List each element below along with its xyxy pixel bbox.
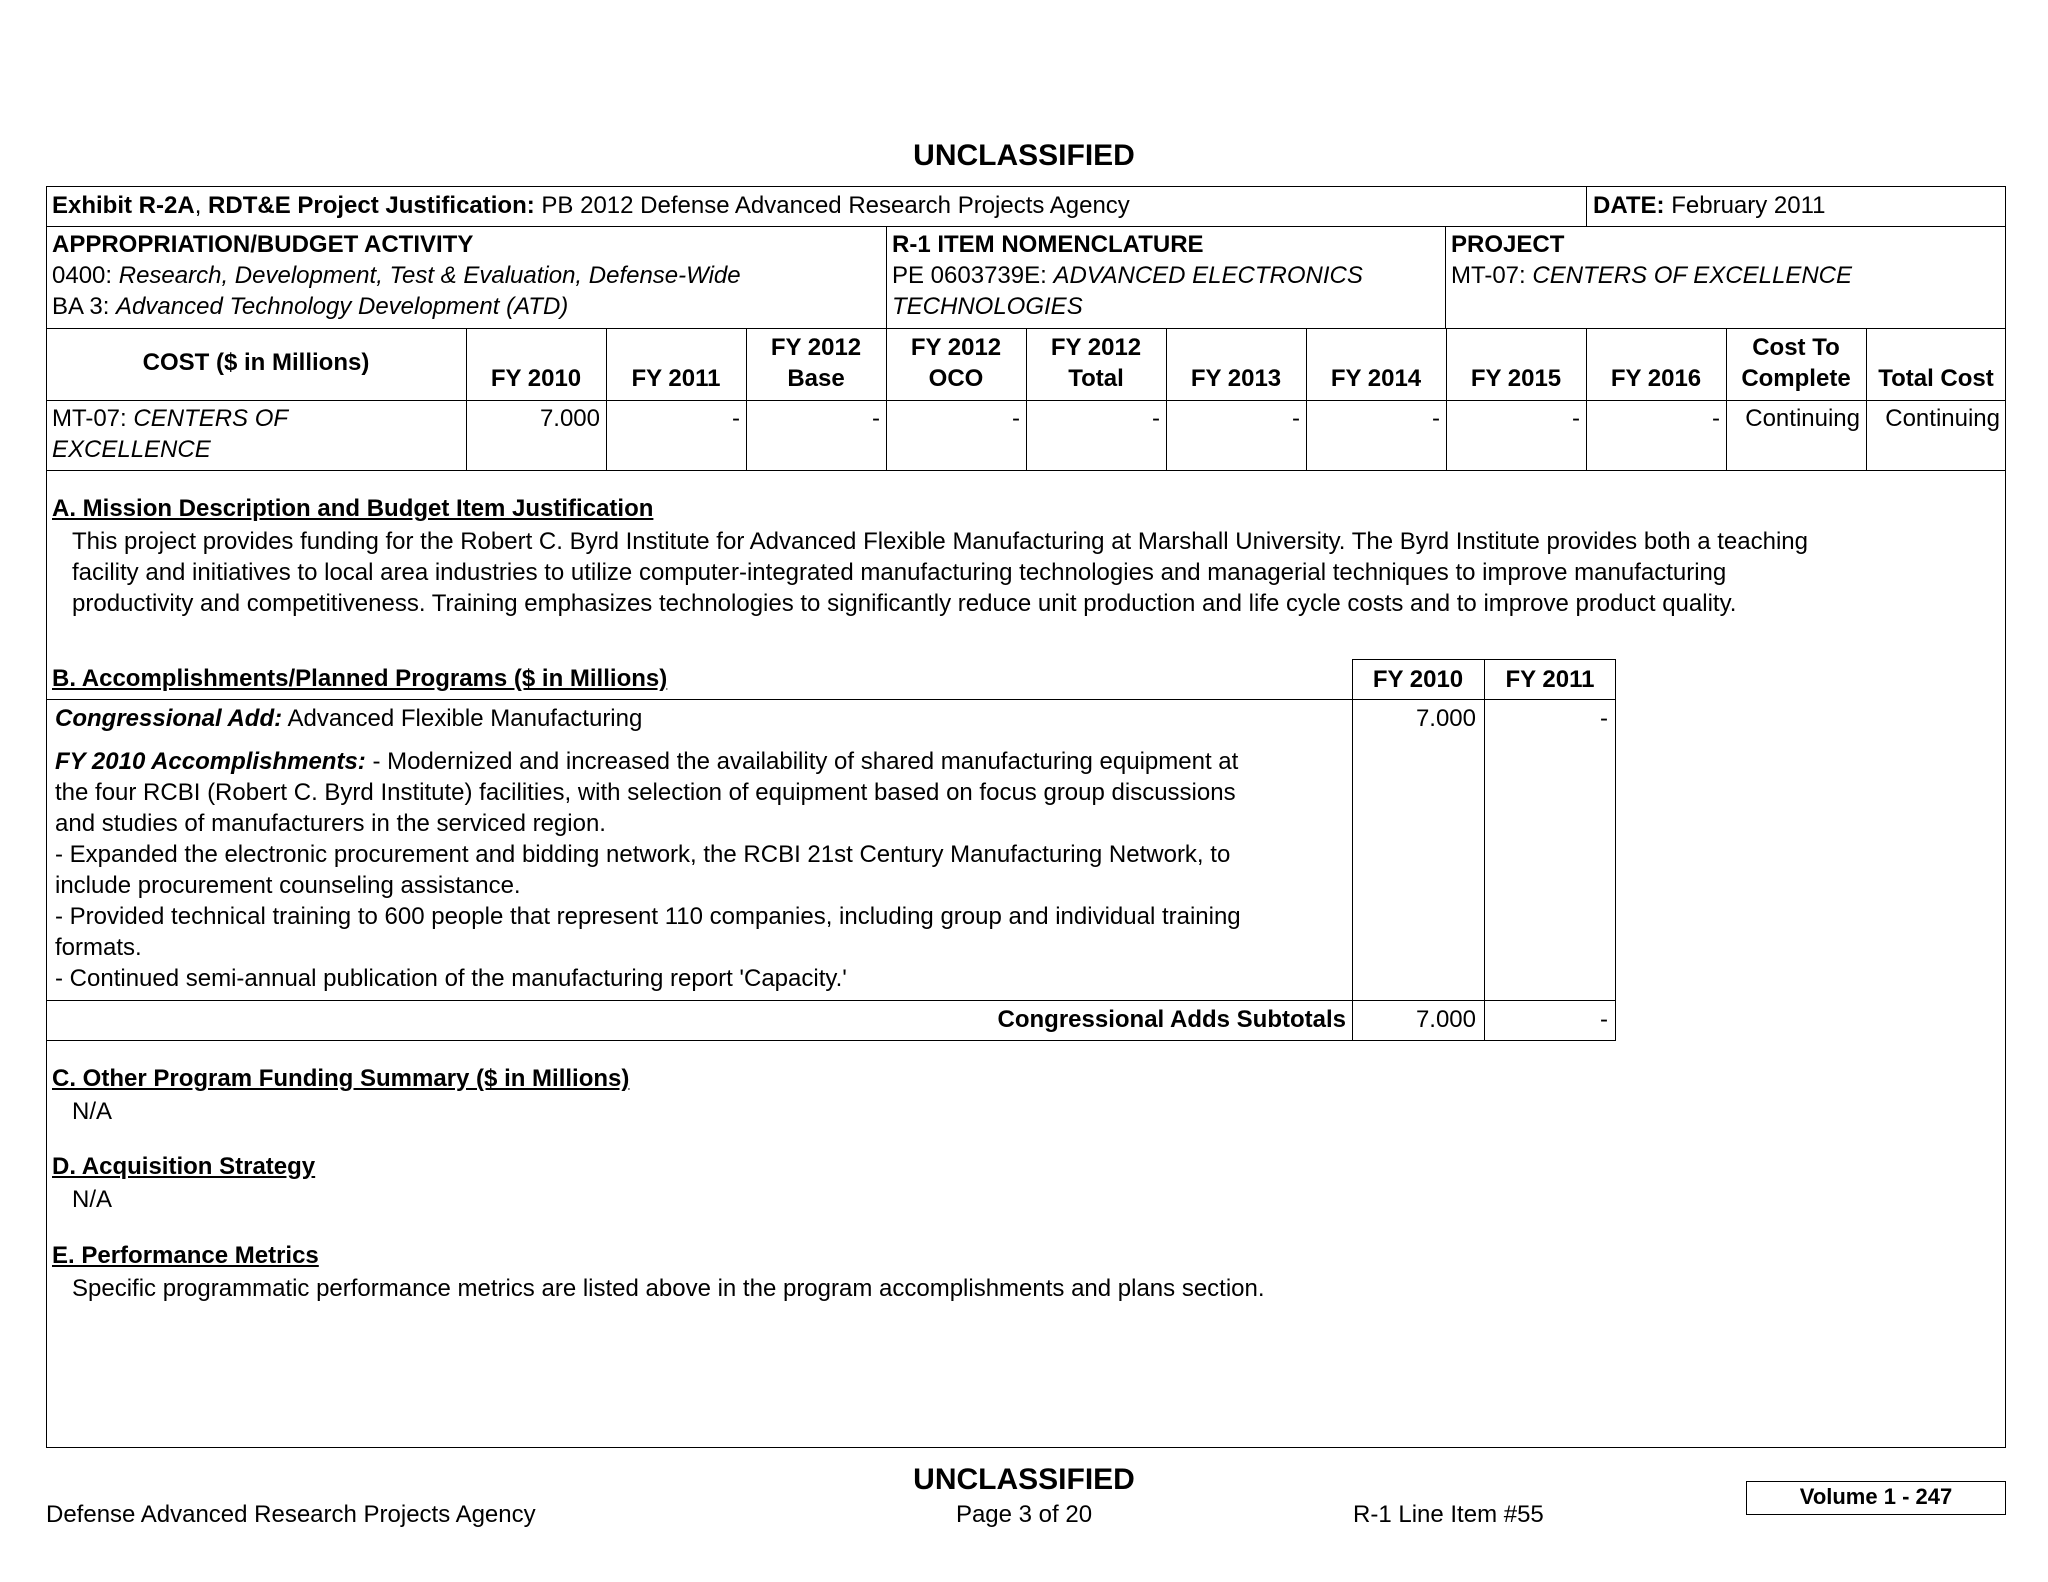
divider: [746, 328, 747, 470]
cost-row-name: MT-07: CENTERS OF EXCELLENCE: [52, 405, 289, 463]
cost-col-header-line2: Base: [787, 365, 845, 392]
section-d-title: D. Acquisition Strategy: [52, 1153, 316, 1180]
appropriation-line2: BA 3: Advanced Technology Development (ATD): [52, 293, 569, 320]
volume-box: [1746, 1481, 2006, 1515]
subtotal-fy2010: 7.000: [1415, 1006, 1476, 1033]
accomplishment-line: formats.: [55, 934, 142, 961]
bottom-classification: UNCLASSIFIED: [913, 1463, 1135, 1496]
subtotal-fy2011: -: [1600, 1006, 1608, 1033]
date-field: [1593, 190, 1826, 221]
acc-col-fy2011: FY 2011: [1505, 666, 1595, 693]
cost-col-header-line2: Complete: [1741, 365, 1851, 392]
accomplishment-line: - Expanded the electronic procurement and bidding network, the RCBI 21st Century Manufacturing Network, to: [55, 841, 1231, 868]
footer-agency: Defense Advanced Research Projects Agency: [46, 1501, 536, 1528]
divider: [46, 226, 2006, 227]
divider: [1446, 328, 1447, 470]
appropriation-block: [52, 229, 741, 322]
project-line: MT-07: CENTERS OF EXCELLENCE: [1451, 262, 1852, 289]
section-a-title: A. Mission Description and Budget Item Justification: [52, 495, 654, 522]
divider: [1306, 328, 1307, 470]
exhibit-sep: ,: [194, 192, 209, 219]
cost-col-header-line1: FY 2012: [910, 334, 1002, 361]
cost-value: -: [1152, 405, 1160, 432]
cost-col-header: [1586, 332, 1726, 394]
cost-col-header-line1: Cost To: [1752, 334, 1840, 361]
divider: [1726, 328, 1727, 470]
cost-col-header-line2: FY 2010: [490, 365, 582, 392]
footer-page: Page 3 of 20: [955, 1501, 1093, 1528]
congressional-add-label: Congressional Add:: [55, 705, 283, 732]
section-e-text: Specific programmatic performance metrics are listed above in the program accomplishments and plans section.: [72, 1275, 1265, 1302]
project-title: PROJECT: [1451, 231, 1565, 258]
accomplishments-text: FY 2010 Accomplishments: - Modernized and increased the availability of shared manufacturing equipment at the four RCBI (Robert C. Byrd Institute) facilities, with selection of equipment based on focus group discussions and studies of manufacturers in the serviced region. - Expanded the electronic procurement and bidding network, the RCBI 21st Century Manufacturing Network, to include procurement counseling assistance. - Provided technical training to 600 people that represent 110 companies, including group and individual training formats. - Continued semi-annual publication of the manufacturing report 'Capacity.': [55, 746, 1350, 994]
section-e-title: E. Performance Metrics: [52, 1242, 319, 1269]
cost-col-header-line2: FY 2014: [1330, 365, 1422, 392]
accomplishment-line: - Continued semi-annual publication of the manufacturing report 'Capacity.': [55, 965, 847, 992]
section-b-title: B. Accomplishments/Planned Programs ($ in Millions): [52, 665, 668, 692]
cost-col-header-line2: OCO: [928, 365, 984, 392]
cost-col-header-line2: Total: [1068, 365, 1124, 392]
footer-line-item: R-1 Line Item #55: [1353, 1501, 1544, 1528]
divider: [1586, 186, 1587, 226]
cost-col-header: [1166, 332, 1306, 394]
cost-col-header: [886, 332, 1026, 394]
cost-col-header: [466, 332, 606, 394]
divider: [1866, 328, 1867, 470]
cost-col-header-line1: FY 2012: [770, 334, 862, 361]
accomplishment-line: - Provided technical training to 600 people that represent 110 companies, including group and individual training: [55, 903, 1241, 930]
cost-col-header: [746, 332, 886, 394]
divider: [466, 328, 467, 470]
divider: [606, 328, 607, 470]
subtotal-label: Congressional Adds Subtotals: [997, 1006, 1346, 1033]
cost-col-header-line2: FY 2015: [1470, 365, 1562, 392]
section-a-line: This project provides funding for the Robert C. Byrd Institute for Advanced Flexible Manufacturing at Marshall University. The Byrd Institute provides both a teaching: [72, 528, 1808, 555]
cost-col-header-line1: [1586, 332, 1726, 363]
accomplishment-line: and studies of manufacturers in the serviced region.: [55, 810, 606, 837]
cost-col-header-line1: [1166, 332, 1306, 363]
exhibit-value: PB 2012 Defense Advanced Research Projects Agency: [541, 192, 1130, 219]
section-a-line: productivity and competitiveness. Training emphasizes technologies to significantly reduce unit production and life cycle costs and to improve product quality.: [72, 590, 1737, 617]
section-a-text: [72, 526, 1808, 619]
cost-col-header-line2: FY 2016: [1610, 365, 1702, 392]
cost-value: -: [732, 405, 740, 432]
cost-col-header: [1866, 332, 2006, 394]
cost-header: COST ($ in Millions): [142, 349, 370, 376]
acc-col-fy2010: FY 2010: [1372, 666, 1464, 693]
r1-item-title: R-1 ITEM NOMENCLATURE: [892, 231, 1204, 258]
cost-col-header-line1: [606, 332, 746, 363]
r1-item-line2: TECHNOLOGIES: [892, 293, 1083, 320]
congressional-add-name: Advanced Flexible Manufacturing: [282, 705, 643, 732]
divider: [1586, 328, 1587, 470]
cost-value: -: [1712, 405, 1720, 432]
cost-col-header-line1: FY 2012: [1050, 334, 1142, 361]
cost-col-header: [1026, 332, 1166, 394]
congressional-add-row: [55, 703, 642, 734]
divider: [46, 1000, 1616, 1001]
section-a-line: facility and initiatives to local area industries to utilize computer-integrated manufacturing technologies and managerial techniques to improve manufacturing: [72, 559, 1727, 586]
divider: [886, 328, 887, 470]
cost-value: -: [1292, 405, 1300, 432]
cost-value: -: [1012, 405, 1020, 432]
cost-col-header-line1: [1446, 332, 1586, 363]
cost-value: -: [1572, 405, 1580, 432]
divider: [886, 226, 887, 328]
divider: [1026, 328, 1027, 470]
cost-col-header: [606, 332, 746, 394]
cost-value: -: [872, 405, 880, 432]
exhibit-title: [52, 190, 1130, 221]
cost-value: Continuing: [1885, 405, 2000, 432]
cost-value: 7.000: [539, 405, 600, 432]
cost-col-header-line2: FY 2011: [631, 365, 721, 392]
appropriation-line1: 0400: Research, Development, Test & Evaluation, Defense-Wide: [52, 262, 741, 289]
appropriation-title: APPROPRIATION/BUDGET ACTIVITY: [52, 231, 474, 258]
section-c-title: C. Other Program Funding Summary ($ in Millions): [52, 1065, 630, 1092]
footer-volume: Volume 1 - 247: [1799, 1484, 1953, 1509]
date-value: February 2011: [1671, 192, 1826, 219]
cost-col-header-line2: FY 2013: [1190, 365, 1282, 392]
cost-value: Continuing: [1745, 405, 1860, 432]
cost-col-header-line1: [1306, 332, 1446, 363]
project-block: [1451, 229, 1852, 291]
r1-item-block: [892, 229, 1363, 322]
divider: [1166, 328, 1167, 470]
cost-col-header: [1446, 332, 1586, 394]
cost-value: -: [1432, 405, 1440, 432]
accomplishment-line: include procurement counseling assistance.: [55, 872, 521, 899]
date-label: DATE:: [1593, 192, 1665, 219]
section-c-text: N/A: [72, 1098, 113, 1125]
divider: [1352, 699, 1353, 1041]
divider: [46, 470, 2006, 471]
exhibit-type-label: RDT&E Project Justification:: [208, 192, 535, 219]
divider: [1445, 226, 1446, 328]
cost-col-header-line1: [466, 332, 606, 363]
cost-col-header: [1726, 332, 1866, 394]
accomplishment-line: the four RCBI (Robert C. Byrd Institute) facilities, with selection of equipment based on focus group discussions: [55, 779, 1236, 806]
cost-col-header: [1306, 332, 1446, 394]
top-classification: UNCLASSIFIED: [913, 139, 1135, 172]
add-fy2010: 7.000: [1415, 705, 1476, 732]
accomplishments-label: FY 2010 Accomplishments:: [55, 748, 366, 775]
cost-col-header-line1: [1866, 332, 2006, 363]
section-d-text: N/A: [72, 1186, 113, 1213]
exhibit-label: Exhibit R-2A: [52, 192, 195, 219]
r1-item-line1: PE 0603739E: ADVANCED ELECTRONICS: [892, 262, 1363, 289]
add-fy2011: -: [1600, 705, 1608, 732]
cost-col-header-line2: Total Cost: [1878, 365, 1994, 392]
